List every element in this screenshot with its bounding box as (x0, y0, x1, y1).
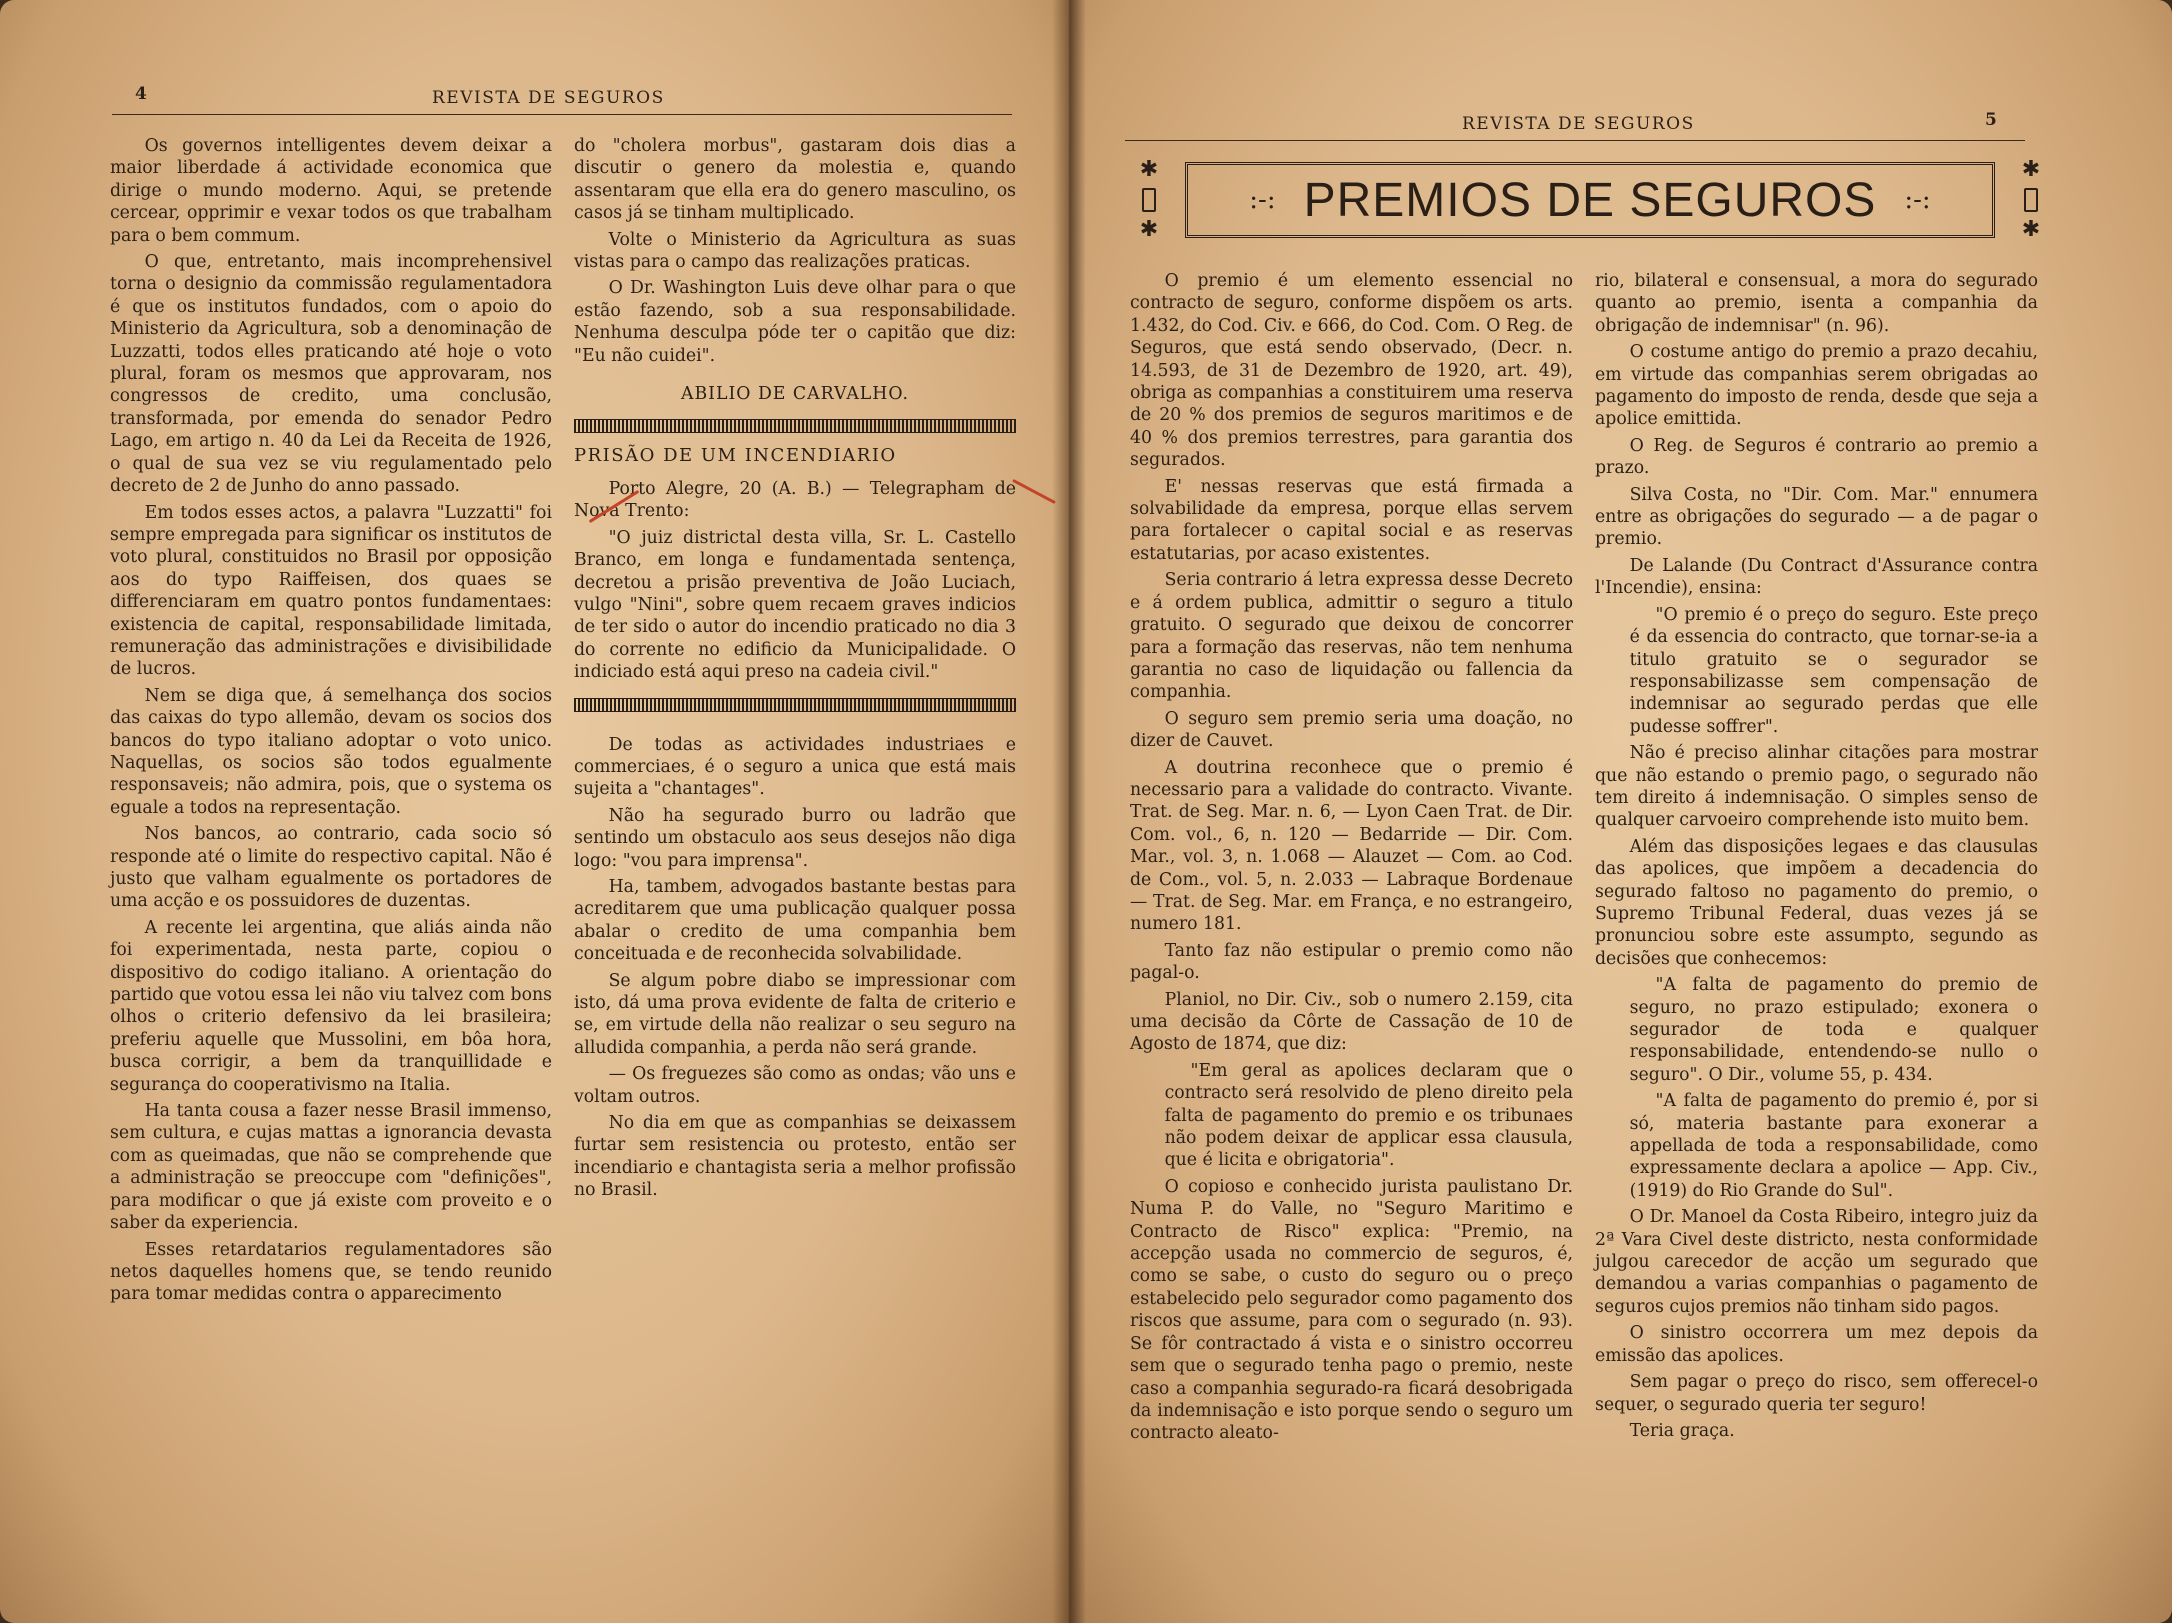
paragraph: — Os freguezes são como as ondas; vão uns e voltam outros. (574, 1064, 1016, 1107)
author-signature: ABILIO DE CARVALHO. (680, 384, 909, 405)
paragraph: De todas as actividades industriaes e commerciaes, é o seguro a unica que está mais sujeita a "chantages". (574, 734, 1016, 800)
ornament-left (1129, 158, 1169, 242)
paragraph: O Reg. de Seguros é contrario ao premio a prazo. (1595, 435, 2038, 479)
paragraph: O premio é um elemento essencial no contracto de seguro, conforme dispõem os arts. 1.432, do Cod. Civ. e 666, do Cod. Com. O Reg. de Seguros, que está sendo observado, (Decr. n. 14.593, de 31 de Dezembro de 1920, art. 49), obriga as companhias a constituirem uma reserva de 20 % dos premios de seguros maritimos e de 40 % dos premios terrestres, para garantia dos segurados. (1130, 271, 1573, 471)
book-gutter (1052, 0, 1086, 1623)
paragraph: O Dr. Manoel da Costa Ribeiro, integro juiz da 2ª Vara Civel deste districto, nesta conformidade julgou carecedor de acção um segurado que demandou a varias companhias o pagamento de seguros cujos premios não tinham sido pagos. (1595, 1207, 2038, 1317)
paragraph: Volte o Ministerio da Agricultura as suas vistas para o campo das realizações praticas. (574, 229, 1016, 273)
section-divider (574, 419, 1016, 433)
paragraph: A doutrina reconhece que o premio é necessario para a validade do contracto. Vivante. Trat. de Seg. Mar. n. 6, — Lyon Caen Trat. de Dir. Com. vol., 6, n. 120 — Bedarride — Dir. Com. Mar., vol. 3, n. 1.068 — Alauzet — Com. ao Cod. de Com., vol. 5, n. 2.033 — Labraque Bordenaue — Trat. de Seg. Mar. em França, e no estrangeiro, numero 181. (1130, 757, 1573, 935)
left-page (0, 0, 1068, 1623)
asterisk-ornament-icon: ✱ (2021, 157, 2041, 182)
paragraph: No dia em que as companhias se deixassem furtar sem resistencia ou protesto, então ser incendiario e chantagista seria a melhor profissão no Brasil. (574, 1113, 1016, 1201)
paragraph: Além das disposições legaes e das clausulas das apolices, que impõem a decadencia do segurado faltoso no pagamento do premio, o Supremo Tribunal Federal, duas vezes já se pronunciou sobre este assumpto, segundo as decisões que conhecemos: (1595, 836, 2038, 969)
paragraph: Esses retardatarios regulamentadores são netos daquelles homens que, se tendo reunido para tomar medidas contra o apparecimento (110, 1239, 552, 1305)
quotation: "Em geral as apolices declaram que o contracto será resolvido de pleno direito pela falta de pagamento do premio e os tribunaes não podem deixar de applicar essa clausula, que é licita e obrigatoria". (1164, 1060, 1573, 1171)
paragraph: Silva Costa, no "Dir. Com. Mar." ennumera entre as obrigações do segurado — a de pagar o premio. (1595, 484, 2038, 550)
paragraph: Não ha segurado burro ou ladrão que sentindo um obstaculo aos seus desejos não diga logo: "vou para imprensa". (574, 805, 1016, 871)
paragraph: Em todos esses actos, a palavra "Luzzatti" foi sempre empregada para significar os institutos de voto plural, constituidos no Brasil por opposição aos do typo Raiffeisen, dos quaes se differenciaram em quatro pontos fundamentaes: existencia de capital, responsabilidade limitada, remuneração das administrações e divisibilidade de lucros. (110, 502, 552, 680)
paragraph: O seguro sem premio seria uma doação, no dizer de Cauvet. (1130, 708, 1573, 752)
paragraph: Se algum pobre diabo se impressionar com isto, dá uma prova evidente de falta de criterio e se, em virtude della não realizar o seu seguro na alludida companhia, a perda não será grande. (574, 970, 1016, 1058)
right-running-head: REVISTA DE SEGUROS (1462, 114, 1695, 134)
right-column-1 (1130, 270, 1573, 1449)
section-divider (574, 698, 1016, 712)
paragraph: O Dr. Washington Luis deve olhar para o que estão fazendo, sob a sua responsabilidade. Nenhuma desculpa póde ter o capitão que diz: "Eu não cuidei". (574, 278, 1016, 366)
paragraph: Planiol, no Dir. Civ., sob o numero 2.159, cita uma decisão da Côrte de Cassação de 10 de Agosto de 1874, que diz: (1130, 989, 1573, 1055)
paragraph: Seria contrario á letra expressa desse Decreto e á ordem publica, admittir o seguro a titulo gratuito. O segurado que deixou de concorrer para a formação das reservas, não tem nenhuma garantia no caso de liquidação ou fallencia da companhia. (1130, 570, 1573, 703)
left-running-head: REVISTA DE SEGUROS (432, 88, 665, 108)
paragraph: do "cholera morbus", gastaram dois dias a discutir o genero da molestia e, quando assentaram que ella era do genero masculino, os casos já se tinham multiplicado. (574, 136, 1016, 224)
paragraph: Nem se diga que, á semelhança dos socios das caixas do typo allemão, devam os socios dos bancos do typo italiano adoptar o voto unico. Naquellas, os socios são todos egualmente responsaveis; não admira, pois, que o systema os eguale a todos na representação. (110, 685, 552, 818)
pencil-mark (1012, 479, 1056, 504)
title-banner (1125, 158, 2055, 242)
paragraph: Porto Alegre, 20 (A. B.) — Telegrapham de Nova Trento: (574, 478, 1016, 522)
page-title: PREMIOS DE SEGUROS (1303, 173, 1877, 227)
paragraph: Tanto faz não estipular o premio como não pagal-o. (1130, 940, 1573, 984)
paragraph: O sinistro occorrera um mez depois da emissão das apolices. (1595, 1323, 2038, 1366)
paragraph: "O juiz districtal desta villa, Sr. L. Castello Branco, em longa e fundamentada sentença, decretou a prisão preventiva de João Luciach, vulgo "Nini", sobre quem recaem graves indicios de ter sido o autor do incendio praticado no dia 3 do corrente no edificio da Municipalidade. O indiciado está aqui preso na cadeia civil." (574, 527, 1016, 683)
paragraph: Sem pagar o preço do risco, sem offerecel-o sequer, o segurado queria ter seguro! (1595, 1372, 2038, 1415)
asterisk-ornament-icon: ✱ (1139, 157, 1159, 182)
quotation: "A falta de pagamento do premio de seguro, no prazo estipulado; exonera o segurador de toda e qualquer responsabilidade, entendendo-se nullo o seguro". O Dir., volume 55, p. 434. (1629, 975, 2038, 1085)
quotation: "A falta de pagamento do premio é, por si só, materia bastante para exonerar a appellada de toda a responsabilidade, como expressamente declara a apolice — App. Civ., (1919) do Rio Grande do Sul". (1629, 1091, 2038, 1201)
paragraph: De Lalande (Du Contract d'Assurance contra l'Incendie), ensina: (1595, 555, 2038, 599)
paragraph: Nos bancos, ao contrario, cada socio só responde até o limite do respectivo capital. Não é justo que valham egualmente os portadores de uma acção e os possuidores de duzentas. (110, 824, 552, 912)
paragraph: O costume antigo do premio a prazo decahiu, em virtude das companhias serem obrigadas ao pagamento do imposto de renda, desde que seja a apolice emittida. (1595, 342, 2038, 430)
left-column-2 (574, 135, 1016, 1206)
paragraph: Ha, tambem, advogados bastante bestas para acreditarem que uma publicação qualquer possa abalar o credito de uma companhia bem conceituada e de reconhecida solvabilidade. (574, 876, 1016, 965)
article-headline: PRISÃO DE UM INCENDIARIO (574, 445, 897, 467)
paragraph: Ha tanta cousa a fazer nesse Brasil immenso, sem cultura, e cujas mattas a ignorancia devasta com as queimadas, que não se comprehende que a administração se preoccupe com "definições", para modificar o que já existe com proveito e o saber da experiencia. (110, 1101, 552, 1234)
paragraph: A recente lei argentina, que aliás ainda não foi experimentada, nesta parte, copiou o dispositivo do codigo italiano. A orientação do partido que votou essa lei não viu talvez com bons olhos o criterio defensivo da lei brasileira; preferiu aquelle que Mussolini, em bôa hora, busca corrigir, a bem da tranquillidade e segurança do cooperativismo na Italia. (110, 917, 552, 1095)
left-column-1 (110, 135, 552, 1310)
quotation: "O premio é o preço do seguro. Este preço é da essencia do contracto, que tornar-se-ia a titulo gratuito se o segurador se responsabilizasse sem compensação de indemnisar ao segurado perdas que elle pudesse soffrer". (1629, 604, 2038, 737)
right-column-2 (1595, 270, 2038, 1446)
paragraph: rio, bilateral e consensual, a mora do segurado quanto ao premio, isenta a companhia da obrigação de indemnisar" (n. 96). (1595, 271, 2038, 336)
paragraph: Não é preciso alinhar citações para mostrar que não estando o premio pago, o segurado não tem direito á indemnisação. O simples senso de qualquer carvoeiro comprehende isto muito bem. (1595, 743, 2038, 831)
paragraph: Os governos intelligentes devem deixar a maior liberdade á actividade economica que dirige o mundo moderno. Aqui, se pretende cercear, opprimir e vexar todos os que trabalham para o bem commum. (110, 136, 552, 246)
title-mark: :-: (1904, 185, 1931, 215)
left-page-number: 4 (135, 84, 147, 104)
ornament-right (2011, 158, 2051, 242)
title-mark: :-: (1249, 185, 1276, 215)
asterisk-ornament-icon: ✱ (1139, 217, 1159, 242)
left-header-rule (112, 114, 1012, 115)
right-header-rule (1125, 140, 2025, 141)
paragraph: Teria graça. (1629, 1420, 1735, 1441)
paragraph: E' nessas reservas que está firmada a solvabilidade da empresa, porque ellas servem para fortalecer o capital social e as reservas estatutarias, por acaso existentes. (1130, 476, 1573, 564)
right-page-number: 5 (1985, 110, 1997, 130)
bar-ornament-icon (2024, 188, 2038, 212)
paragraph: O que, entretanto, mais incomprehensivel torna o designio da commissão regulamentadora é que os institutos fundados, com o apoio do Ministerio da Agricultura, sob a denominação de Luzzatti, todos elles praticando até hoje o voto plural, foram os mesmos que approvaram, nos congressos de credito, uma conclusão, transformada, por emenda do senador Pedro Lago, em artigo n. 40 da Lei da Receita de 1926, o qual de sua vez se viu regulamentado pelo decreto de 2 de Junho do anno passado. (110, 252, 552, 497)
paragraph: O copioso e conhecido jurista paulistano Dr. Numa P. do Valle, no "Seguro Maritimo e Contracto de Risco" explica: "Premio, na accepção usada no commercio de seguros, é, como se sabe, o custo do seguro ou o preço estabelecido pelo segurador como pagamento dos riscos que assume, para com o segurado (n. 93). Se fôr contractado á vista e o sinistro occorreu sem que o segurado tenha pago o premio, neste caso a companhia segurado-ra ficará desobrigada da indemnisação e isto porque sendo o seguro um contracto aleato- (1130, 1176, 1573, 1444)
bar-ornament-icon (1142, 188, 1156, 212)
asterisk-ornament-icon: ✱ (2021, 217, 2041, 242)
